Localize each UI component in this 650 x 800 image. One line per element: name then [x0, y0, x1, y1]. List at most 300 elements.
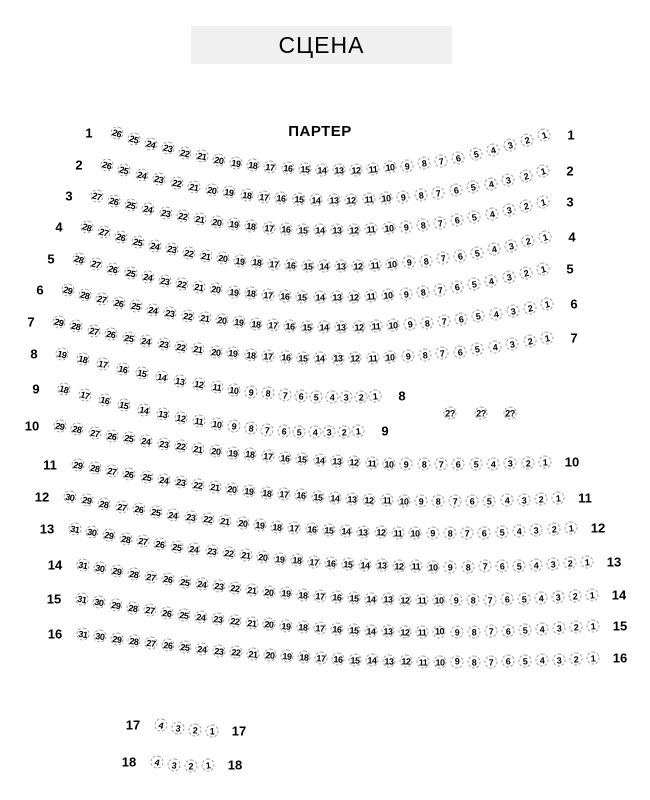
seat-row4-17[interactable]: 17: [267, 257, 281, 271]
seat-row12-18[interactable]: 18: [270, 520, 284, 534]
seat-row5-5[interactable]: 5: [467, 277, 482, 292]
seat-row18-3[interactable]: 3: [167, 758, 181, 772]
seat-row7-21[interactable]: 21: [191, 342, 206, 357]
seat-row10-3[interactable]: 3: [504, 457, 517, 470]
seat-row10-14[interactable]: 14: [313, 453, 327, 467]
seat-row5-27[interactable]: 27: [88, 256, 104, 272]
seat-row5-16[interactable]: 16: [278, 289, 292, 303]
seat-row4-8[interactable]: 8: [419, 253, 433, 267]
seat-row7-26[interactable]: 26: [104, 327, 119, 342]
seat-row14-23[interactable]: 23: [211, 579, 225, 593]
seat-row4-10[interactable]: 10: [385, 257, 399, 271]
seat-row4-15[interactable]: 15: [301, 259, 314, 272]
seat-row9-14[interactable]: 14: [136, 402, 152, 418]
seat-row15-29[interactable]: 29: [109, 597, 124, 612]
seat-row1-24[interactable]: 24: [143, 136, 159, 152]
seat-row16-24[interactable]: 24: [195, 642, 209, 656]
seat-row13-23[interactable]: 23: [204, 544, 219, 559]
seat-row4-5[interactable]: 5: [470, 245, 485, 260]
seat-row13-15[interactable]: 15: [341, 557, 355, 571]
seat-row15-16[interactable]: 16: [330, 622, 344, 636]
seat-row12-22[interactable]: 22: [201, 512, 216, 527]
seat-row3-1[interactable]: 1: [535, 194, 551, 210]
seat-row6-7[interactable]: 7: [437, 314, 451, 328]
seat-row10-4[interactable]: 4: [486, 457, 499, 470]
seat-row14-9[interactable]: 9: [450, 594, 463, 607]
seat-row16-9[interactable]: 9: [451, 655, 464, 668]
seat-row8-6[interactable]: 6: [294, 389, 308, 403]
seat-row16-7[interactable]: 7: [484, 655, 497, 668]
seat-row7-6[interactable]: 6: [453, 344, 467, 358]
seat-row16-4[interactable]: 4: [535, 654, 548, 667]
seat-row5-9[interactable]: 9: [398, 286, 412, 300]
seat-row14-12[interactable]: 12: [398, 593, 411, 606]
seat-row8-12[interactable]: 12: [191, 377, 206, 392]
seat-row13-14[interactable]: 14: [358, 558, 372, 572]
seat-row1-3[interactable]: 3: [502, 137, 518, 153]
seat-row12-15[interactable]: 15: [322, 523, 336, 537]
seat-row4-12[interactable]: 12: [352, 259, 365, 272]
seat-row6-27[interactable]: 27: [94, 291, 110, 307]
seat-row2-9[interactable]: 9: [396, 190, 410, 204]
seat-row11-17[interactable]: 17: [277, 487, 291, 501]
seat-row5-18[interactable]: 18: [244, 286, 258, 300]
seat-row15-31[interactable]: 31: [74, 591, 89, 606]
seat-row1-7[interactable]: 7: [434, 153, 449, 168]
seat-row1-18[interactable]: 18: [246, 158, 261, 173]
seat-row8-11[interactable]: 11: [209, 380, 224, 395]
seat-row8-18[interactable]: 18: [75, 351, 91, 367]
seat-row5-11[interactable]: 11: [364, 289, 378, 303]
seat-row4-20[interactable]: 20: [215, 251, 230, 266]
seat-row5-12[interactable]: 12: [347, 290, 360, 303]
seat-row11-25[interactable]: 25: [139, 470, 154, 485]
seat-row2-4[interactable]: 4: [483, 176, 498, 191]
seat-row1-9[interactable]: 9: [400, 158, 414, 172]
seat-row12-14[interactable]: 14: [339, 524, 353, 538]
seat-row6-29[interactable]: 29: [60, 282, 76, 298]
seat-row18-2[interactable]: 2: [184, 760, 197, 773]
seat-row14-21[interactable]: 21: [245, 583, 259, 597]
seat-row16-20[interactable]: 20: [263, 648, 277, 662]
seat-row12-13[interactable]: 13: [357, 525, 370, 538]
seat-row14-19[interactable]: 19: [279, 586, 293, 600]
seat-row1-21[interactable]: 21: [195, 149, 210, 164]
seat-row10-1[interactable]: 1: [538, 455, 552, 469]
seat-row6-4[interactable]: 4: [488, 306, 503, 321]
seat-row12-17[interactable]: 17: [287, 521, 301, 535]
seat-row12-23[interactable]: 23: [183, 510, 198, 525]
seat-row10-16[interactable]: 16: [278, 451, 292, 465]
seat-row17-2[interactable]: 2: [188, 723, 202, 737]
seat-row1-6[interactable]: 6: [451, 150, 466, 165]
seat-row15-23[interactable]: 23: [211, 612, 225, 626]
seat-row7-2[interactable]: 2: [522, 334, 537, 349]
seat-row12-1[interactable]: 1: [564, 521, 578, 535]
seat-row3-12[interactable]: 12: [348, 223, 361, 236]
seat-row12-16[interactable]: 16: [305, 522, 319, 536]
seat-row16-15[interactable]: 15: [348, 653, 362, 667]
seat-row13-25[interactable]: 25: [170, 539, 185, 554]
seat-row6-8[interactable]: 8: [420, 316, 434, 330]
seat-row13-18[interactable]: 18: [290, 553, 304, 567]
seat-row12-10[interactable]: 10: [409, 527, 422, 540]
seat-row7-13[interactable]: 13: [333, 353, 343, 364]
seat-row4-14[interactable]: 14: [318, 260, 331, 273]
seat-row12-3[interactable]: 3: [530, 523, 544, 537]
seat-row4-3[interactable]: 3: [503, 238, 519, 254]
seat-row14-4[interactable]: 4: [534, 591, 548, 605]
seat-row12-6[interactable]: 6: [478, 526, 491, 539]
seat-row5-8[interactable]: 8: [415, 285, 429, 299]
seat-row6-23[interactable]: 23: [163, 305, 178, 320]
seat-row4-21[interactable]: 21: [198, 248, 213, 263]
seat-row7-1[interactable]: 1: [539, 330, 554, 345]
seat-row11-20[interactable]: 20: [225, 482, 239, 496]
seat-row6-22[interactable]: 22: [180, 308, 195, 323]
seat-row2-22[interactable]: 22: [169, 175, 184, 190]
seat-row15-19[interactable]: 19: [279, 619, 293, 633]
seat-row5-1[interactable]: 1: [535, 261, 551, 277]
seat-row9-18[interactable]: 18: [56, 381, 72, 397]
seat-row3-10[interactable]: 10: [382, 221, 396, 235]
seat-row12-24[interactable]: 24: [166, 507, 181, 522]
seat-row5-20[interactable]: 20: [209, 282, 224, 297]
seat-row8-15[interactable]: 15: [135, 366, 150, 381]
seat-row16-13[interactable]: 13: [382, 654, 395, 667]
seat-row8-3[interactable]: 3: [340, 390, 353, 403]
seat-row14-5[interactable]: 5: [517, 592, 530, 605]
seat-row13-11[interactable]: 11: [410, 560, 423, 573]
seat-row9-17[interactable]: 17: [77, 387, 93, 403]
seat-row7-17[interactable]: 17: [261, 349, 275, 363]
seat-row15-7[interactable]: 7: [484, 625, 497, 638]
seat-row1-17[interactable]: 17: [263, 160, 277, 174]
seat-row13-29[interactable]: 29: [102, 528, 117, 543]
seat-row16-22[interactable]: 22: [229, 645, 243, 659]
seat-row13-28[interactable]: 28: [119, 531, 134, 546]
seat-row5-13[interactable]: 13: [330, 291, 343, 304]
seat-row12-7[interactable]: 7: [461, 526, 474, 539]
seat-row7-18[interactable]: 18: [244, 348, 258, 362]
seat-row13-22[interactable]: 22: [221, 546, 235, 560]
seat-row7-10[interactable]: 10: [383, 350, 397, 364]
seat-row15-10[interactable]: 10: [434, 626, 444, 637]
seat-row3-22[interactable]: 22: [175, 209, 190, 224]
seat-row8-17[interactable]: 17: [95, 357, 111, 373]
seat-row8-2[interactable]: 2: [354, 390, 367, 403]
seat-row9-6[interactable]: 6: [277, 424, 291, 438]
seat-row15-28[interactable]: 28: [126, 600, 141, 615]
seat-row7-16[interactable]: 16: [279, 350, 293, 364]
seat-row6-19[interactable]: 19: [232, 315, 246, 329]
seat-row11-7[interactable]: 7: [449, 495, 462, 508]
seat-row16-6[interactable]: 6: [501, 655, 514, 668]
seat-row14-26[interactable]: 26: [160, 572, 175, 587]
seat-row8-19[interactable]: 19: [54, 346, 70, 362]
seat-row1-13[interactable]: 13: [332, 163, 345, 176]
seat-row9-4[interactable]: 4: [308, 426, 321, 439]
seat-row16-18[interactable]: 18: [297, 650, 311, 664]
seat-unknown-3[interactable]: 2?: [505, 408, 515, 418]
seat-row1-20[interactable]: 20: [212, 152, 227, 167]
seat-row16-23[interactable]: 23: [212, 643, 226, 657]
seat-row4-1[interactable]: 1: [537, 229, 553, 245]
seat-row2-21[interactable]: 21: [187, 179, 202, 194]
seat-row11-15[interactable]: 15: [311, 490, 325, 504]
seat-row13-26[interactable]: 26: [153, 537, 168, 552]
seat-row11-14[interactable]: 14: [328, 491, 342, 505]
seat-row16-27[interactable]: 27: [144, 636, 158, 650]
seat-row3-25[interactable]: 25: [123, 197, 139, 213]
seat-row9-15[interactable]: 15: [116, 397, 132, 413]
seat-row15-8[interactable]: 8: [467, 625, 480, 638]
seat-row9-5[interactable]: 5: [293, 425, 306, 438]
seat-row5-3[interactable]: 3: [501, 270, 517, 286]
seat-row10-19[interactable]: 19: [226, 445, 240, 459]
seat-row8-16[interactable]: 16: [115, 361, 131, 377]
seat-row14-10[interactable]: 10: [433, 594, 446, 607]
seat-row5-15[interactable]: 15: [296, 290, 309, 303]
seat-row7-9[interactable]: 9: [401, 349, 415, 363]
seat-row10-9[interactable]: 9: [400, 457, 413, 470]
seat-row16-17[interactable]: 17: [314, 651, 328, 665]
seat-row2-3[interactable]: 3: [500, 172, 516, 188]
seat-row16-1[interactable]: 1: [586, 651, 600, 665]
seat-row3-26[interactable]: 26: [106, 193, 122, 209]
seat-unknown-2[interactable]: 2?: [476, 408, 486, 418]
seat-row12-20[interactable]: 20: [235, 516, 249, 530]
seat-row13-13[interactable]: 13: [375, 559, 388, 572]
seat-row12-19[interactable]: 19: [253, 518, 267, 532]
seat-row7-8[interactable]: 8: [418, 348, 432, 362]
seat-row16-19[interactable]: 19: [280, 649, 294, 663]
seat-row16-8[interactable]: 8: [467, 655, 480, 668]
seat-row14-25[interactable]: 25: [177, 575, 192, 590]
seat-row11-19[interactable]: 19: [242, 484, 256, 498]
seat-row3-23[interactable]: 23: [158, 205, 173, 220]
seat-row14-13[interactable]: 13: [381, 593, 394, 606]
seat-row17-3[interactable]: 3: [170, 721, 185, 736]
seat-row5-21[interactable]: 21: [192, 280, 207, 295]
seat-row4-18[interactable]: 18: [250, 255, 264, 269]
seat-row8-8[interactable]: 8: [261, 386, 275, 400]
seat-row3-3[interactable]: 3: [501, 203, 517, 219]
seat-row12-29[interactable]: 29: [80, 493, 95, 508]
seat-row7-25[interactable]: 25: [121, 330, 136, 345]
seat-row7-12[interactable]: 12: [349, 352, 362, 365]
seat-row7-14[interactable]: 14: [314, 352, 327, 365]
seat-row11-16[interactable]: 16: [294, 488, 308, 502]
seat-row15-22[interactable]: 22: [228, 614, 242, 628]
seat-row3-11[interactable]: 11: [365, 222, 379, 236]
seat-row15-1[interactable]: 1: [586, 619, 600, 633]
seat-row7-7[interactable]: 7: [435, 346, 449, 360]
seat-row11-4[interactable]: 4: [500, 494, 513, 507]
seat-row8-1[interactable]: 1: [368, 389, 382, 403]
seat-row1-16[interactable]: 16: [281, 161, 295, 175]
seat-row11-26[interactable]: 26: [122, 467, 137, 482]
seat-row11-18[interactable]: 18: [259, 485, 273, 499]
seat-row15-2[interactable]: 2: [569, 620, 583, 634]
seat-row5-22[interactable]: 22: [175, 276, 190, 291]
seat-row9-1[interactable]: 1: [351, 424, 365, 438]
seat-row15-6[interactable]: 6: [501, 624, 514, 637]
seat-row15-24[interactable]: 24: [194, 610, 208, 624]
seat-row11-5[interactable]: 5: [483, 494, 496, 507]
seat-row15-4[interactable]: 4: [535, 622, 549, 636]
seat-row16-26[interactable]: 26: [161, 638, 175, 652]
seat-row14-11[interactable]: 11: [416, 594, 429, 607]
seat-row11-29[interactable]: 29: [70, 457, 85, 472]
seat-row5-23[interactable]: 23: [157, 273, 172, 288]
seat-row10-20[interactable]: 20: [208, 443, 222, 457]
seat-row4-19[interactable]: 19: [232, 253, 246, 267]
seat-row15-17[interactable]: 17: [313, 621, 327, 635]
seat-row10-8[interactable]: 8: [417, 458, 430, 471]
seat-row15-27[interactable]: 27: [143, 603, 158, 618]
seat-row13-3[interactable]: 3: [546, 557, 560, 571]
seat-row15-13[interactable]: 13: [382, 625, 395, 638]
seat-row12-8[interactable]: 8: [443, 527, 456, 540]
seat-row10-10[interactable]: 10: [382, 457, 395, 470]
seat-row12-4[interactable]: 4: [512, 524, 526, 538]
seat-row2-5[interactable]: 5: [466, 180, 481, 195]
seat-row3-13[interactable]: 13: [331, 223, 344, 236]
seat-row8-14[interactable]: 14: [154, 370, 169, 385]
seat-row5-7[interactable]: 7: [433, 282, 448, 297]
seat-row14-16[interactable]: 16: [330, 590, 344, 604]
seat-row9-10[interactable]: 10: [209, 416, 224, 431]
seat-row3-8[interactable]: 8: [416, 218, 430, 232]
seat-row1-22[interactable]: 22: [177, 145, 193, 161]
seat-row5-4[interactable]: 4: [484, 273, 499, 288]
seat-row14-31[interactable]: 31: [75, 557, 90, 572]
seat-row13-31[interactable]: 31: [67, 521, 82, 536]
seat-row12-28[interactable]: 28: [97, 496, 112, 511]
seat-row14-20[interactable]: 20: [262, 585, 276, 599]
seat-row14-30[interactable]: 30: [92, 561, 107, 576]
seat-row3-14[interactable]: 14: [313, 223, 326, 236]
seat-row16-28[interactable]: 28: [127, 634, 142, 649]
seat-row13-4[interactable]: 4: [529, 558, 543, 572]
seat-row12-12[interactable]: 12: [374, 526, 387, 539]
seat-row1-26[interactable]: 26: [109, 125, 126, 142]
seat-row1-12[interactable]: 12: [349, 163, 362, 176]
seat-row6-20[interactable]: 20: [215, 313, 229, 327]
seat-row4-16[interactable]: 16: [284, 258, 298, 272]
seat-row16-2[interactable]: 2: [569, 652, 583, 666]
seat-row4-6[interactable]: 6: [453, 248, 468, 263]
seat-row12-27[interactable]: 27: [114, 499, 129, 514]
seat-row10-27[interactable]: 27: [87, 425, 102, 440]
seat-row9-7[interactable]: 7: [260, 423, 274, 437]
seat-row16-21[interactable]: 21: [246, 647, 260, 661]
seat-row5-14[interactable]: 14: [313, 291, 326, 304]
seat-row11-13[interactable]: 13: [345, 492, 359, 506]
seat-row6-5[interactable]: 5: [471, 309, 486, 324]
seat-row6-21[interactable]: 21: [197, 311, 212, 326]
seat-row1-25[interactable]: 25: [126, 130, 142, 146]
seat-row9-16[interactable]: 16: [97, 392, 113, 408]
seat-row3-27[interactable]: 27: [89, 188, 105, 204]
seat-row6-9[interactable]: 9: [403, 317, 417, 331]
seat-row11-28[interactable]: 28: [88, 461, 103, 476]
seat-row10-24[interactable]: 24: [139, 434, 154, 449]
seat-row2-25[interactable]: 25: [116, 162, 132, 178]
seat-row4-11[interactable]: 11: [369, 258, 383, 272]
seat-row1-19[interactable]: 19: [229, 155, 244, 170]
seat-row13-27[interactable]: 27: [136, 534, 151, 549]
seat-row10-2[interactable]: 2: [521, 456, 535, 470]
seat-row1-15[interactable]: 15: [298, 163, 312, 177]
seat-row4-7[interactable]: 7: [436, 251, 451, 266]
seat-row6-11[interactable]: 11: [369, 319, 383, 333]
seat-row2-13[interactable]: 13: [327, 194, 340, 207]
seat-row2-19[interactable]: 19: [222, 185, 237, 200]
seat-row7-11[interactable]: 11: [366, 351, 379, 364]
seat-row14-28[interactable]: 28: [126, 567, 141, 582]
seat-row16-10[interactable]: 10: [433, 655, 446, 668]
seat-row6-26[interactable]: 26: [111, 295, 127, 311]
seat-row13-24[interactable]: 24: [187, 542, 202, 557]
seat-row2-24[interactable]: 24: [134, 167, 150, 183]
seat-row10-15[interactable]: 15: [295, 452, 309, 466]
seat-row12-30[interactable]: 30: [62, 489, 77, 504]
seat-row10-5[interactable]: 5: [469, 458, 482, 471]
seat-row13-6[interactable]: 6: [495, 559, 508, 572]
seat-row6-13[interactable]: 13: [335, 320, 348, 333]
seat-row5-25[interactable]: 25: [123, 265, 139, 281]
seat-row16-11[interactable]: 11: [416, 655, 429, 668]
seat-row10-12[interactable]: 12: [347, 455, 361, 469]
seat-row14-6[interactable]: 6: [500, 593, 513, 606]
seat-row17-1[interactable]: 1: [206, 725, 219, 738]
seat-row2-15[interactable]: 15: [292, 192, 306, 206]
seat-row10-18[interactable]: 18: [243, 447, 257, 461]
seat-row10-21[interactable]: 21: [191, 441, 206, 456]
seat-row10-6[interactable]: 6: [452, 458, 465, 471]
seat-row6-6[interactable]: 6: [454, 312, 469, 327]
seat-row14-3[interactable]: 3: [551, 590, 565, 604]
seat-row4-25[interactable]: 25: [130, 234, 146, 250]
seat-row15-25[interactable]: 25: [177, 608, 192, 623]
seat-row4-22[interactable]: 22: [181, 245, 196, 260]
seat-row7-29[interactable]: 29: [51, 314, 67, 330]
seat-row6-28[interactable]: 28: [77, 287, 93, 303]
seat-row10-11[interactable]: 11: [365, 456, 378, 469]
seat-row10-26[interactable]: 26: [104, 428, 119, 443]
seat-row3-18[interactable]: 18: [244, 219, 258, 233]
seat-row16-16[interactable]: 16: [331, 652, 345, 666]
seat-row8-5[interactable]: 5: [310, 390, 323, 403]
seat-row7-15[interactable]: 15: [296, 351, 309, 364]
seat-row3-7[interactable]: 7: [433, 215, 448, 230]
seat-row10-7[interactable]: 7: [434, 458, 447, 471]
seat-row2-18[interactable]: 18: [239, 188, 253, 202]
seat-row12-11[interactable]: 11: [391, 526, 404, 539]
seat-row3-16[interactable]: 16: [279, 222, 293, 236]
seat-row7-28[interactable]: 28: [69, 319, 85, 335]
seat-row4-28[interactable]: 28: [79, 219, 95, 235]
seat-row6-10[interactable]: 10: [386, 318, 400, 332]
seat-row16-25[interactable]: 25: [178, 640, 192, 654]
seat-row15-12[interactable]: 12: [399, 625, 412, 638]
seat-row13-20[interactable]: 20: [256, 550, 270, 564]
seat-row3-9[interactable]: 9: [399, 219, 413, 233]
seat-row14-14[interactable]: 14: [364, 592, 378, 606]
seat-row6-18[interactable]: 18: [249, 317, 263, 331]
